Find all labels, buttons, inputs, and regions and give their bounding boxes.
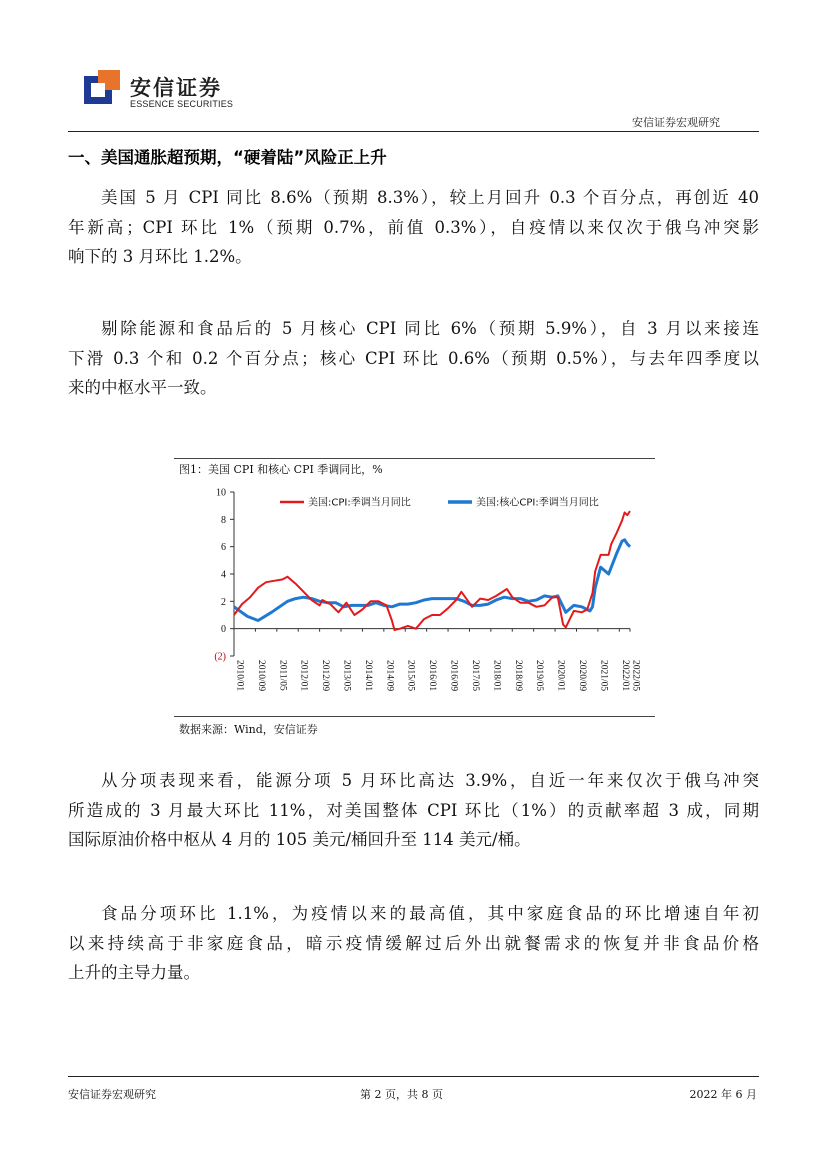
- logo-chinese-name: 安信证券: [130, 76, 222, 100]
- figure-caption: 图1：美国 CPI 和核心 CPI 季调同比，%: [179, 463, 383, 476]
- paragraph-line: 食品分项环比 1.1%，为疫情以来的最高值，其中家庭食品的环比增速自年初: [101, 904, 759, 923]
- x-tick-label: 2017/05: [469, 660, 480, 692]
- header-report-series: 安信证券宏观研究: [632, 116, 720, 129]
- x-tick-label: 2012/01: [298, 660, 309, 692]
- figure-cpi-chart: [174, 458, 655, 738]
- figure-top-rule: [174, 458, 655, 459]
- footer-report-series: 安信证券宏观研究: [68, 1088, 156, 1101]
- x-tick-label: 2010/09: [255, 660, 266, 692]
- legend-label: 美国:CPI:季调当月同比: [308, 497, 411, 509]
- x-tick-label: 2022/01: [619, 660, 630, 692]
- logo-english-name: ESSENCE SECURITIES: [130, 99, 234, 109]
- cpi-line-chart: [174, 478, 655, 716]
- paragraph-line: 来的中枢水平一致。: [68, 378, 217, 397]
- header-divider: [68, 131, 759, 132]
- footer-date: 2022 年 6 月: [689, 1088, 757, 1101]
- y-tick-label: 4: [221, 569, 226, 581]
- x-tick-label: 2014/01: [362, 660, 373, 692]
- x-tick-label: 2020/01: [555, 660, 566, 692]
- x-tick-label: 2019/05: [534, 660, 545, 692]
- paragraph-line: 从分项表现来看，能源分项 5 月环比高达 3.9%，自近一年来仅次于俄乌冲突: [101, 771, 759, 790]
- x-tick-label: 2021/05: [598, 660, 609, 692]
- paragraph-4: [68, 899, 759, 988]
- footer-page-number: 第 2 页，共 8 页: [360, 1088, 443, 1101]
- y-tick-label: 10: [216, 487, 226, 499]
- y-tick-label: 0: [221, 624, 226, 636]
- paragraph-line: 国际原油价格中枢从 4 月的 105 美元/桶回升至 114 美元/桶。: [68, 830, 531, 849]
- footer-divider: [68, 1076, 759, 1077]
- paragraph-2: [68, 314, 759, 403]
- x-tick-label: 2022/05: [630, 660, 641, 692]
- logo-mark-icon: [84, 70, 120, 104]
- paragraph-line: 所造成的 3 月最大环比 11%，对美国整体 CPI 环比（1%）的贡献率超 3 成，同期: [68, 800, 759, 820]
- x-tick-label: 2016/01: [427, 660, 438, 692]
- x-tick-label: 2020/09: [576, 660, 587, 692]
- paragraph-line: 美国 5 月 CPI 同比 8.6%（预期 8.3%），较上月回升 0.3 个百分点，再创近 40: [101, 188, 759, 207]
- paragraph-3: [68, 766, 759, 855]
- x-tick-label: 2018/01: [491, 660, 502, 692]
- legend-label: 美国:核心CPI:季调当月同比: [476, 497, 599, 509]
- section-title: 一、美国通胀超预期，“硬着陆”风险正上升: [68, 148, 387, 167]
- paragraph-line: 上升的主导力量。: [68, 963, 200, 982]
- x-tick-label: 2012/09: [320, 660, 331, 692]
- series-line-core-cpi: [234, 540, 630, 621]
- y-tick-label: 2: [221, 596, 226, 608]
- x-tick-label: 2013/05: [341, 660, 352, 692]
- paragraph-line: 年新高；CPI 环比 1%（预期 0.7%，前值 0.3%），自疫情以来仅次于俄乌冲突影: [68, 217, 759, 237]
- paragraph-line: 响下的 3 月环比 1.2%。: [68, 247, 252, 266]
- paragraph-line: 下滑 0.3 个和 0.2 个百分点；核心 CPI 环比 0.6%（预期 0.5%），与去年四季度以: [68, 348, 759, 368]
- x-tick-label: 2011/05: [277, 660, 288, 691]
- y-tick-label: 6: [221, 542, 226, 554]
- y-tick-label: (2): [214, 651, 226, 663]
- x-tick-label: 2015/05: [405, 660, 416, 692]
- x-tick-label: 2014/09: [384, 660, 395, 692]
- paragraph-line: 剔除能源和食品后的 5 月核心 CPI 同比 6%（预期 5.9%），自 3 月以来接连: [101, 319, 759, 338]
- paragraph-1: [68, 183, 759, 272]
- company-logo: [84, 68, 244, 113]
- x-tick-label: 2016/09: [448, 660, 459, 692]
- figure-bottom-rule: [174, 716, 655, 717]
- series-line-cpi: [234, 511, 630, 630]
- paragraph-line: 以来持续高于非家庭食品，暗示疫情缓解过后外出就餐需求的恢复并非食品价格: [68, 933, 759, 953]
- y-tick-label: 8: [221, 514, 226, 526]
- figure-source: 数据来源：Wind，安信证券: [179, 723, 318, 736]
- x-tick-label: 2010/01: [234, 660, 245, 692]
- x-tick-label: 2018/09: [512, 660, 523, 692]
